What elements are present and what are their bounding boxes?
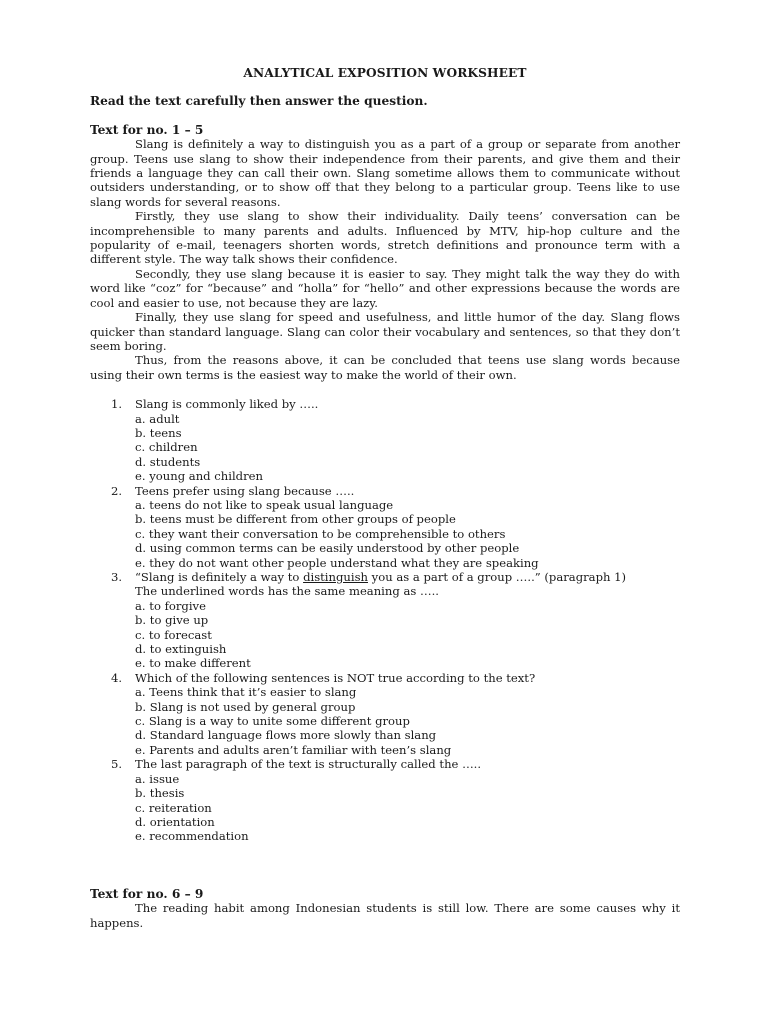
answer-option: e. recommendation [135, 829, 249, 844]
question-2 [90, 484, 680, 570]
paragraph: Secondly, they use slang because it is easier to say. They might talk the way they do with word like “coz” for “because” and “holla” for “hello” and other expressions because the words are cool and easier to use, not because they are lazy. [90, 266, 680, 310]
answer-option: e. to make different [135, 656, 251, 671]
worksheet-title: ANALYTICAL EXPOSITION WORKSHEET [243, 66, 527, 80]
answer-option: b. thesis [135, 786, 185, 801]
question-4 [90, 671, 680, 757]
text-section-2 [90, 887, 680, 930]
answer-option: d. Standard language flows more slowly than slang [135, 728, 437, 743]
answer-option: a. teens do not like to speak usual language [135, 497, 394, 512]
answer-option: b. teens [135, 425, 182, 440]
answer-option: a. to forgive [135, 598, 206, 613]
question-number: 1. [111, 397, 123, 412]
answer-option: c. reiteration [135, 800, 212, 815]
answer-option: c. to forecast [135, 627, 212, 642]
question-stem: Slang is commonly liked by ….. [135, 397, 319, 412]
question-number: 2. [111, 483, 123, 498]
answer-option: b. teens must be different from other groups of people [135, 512, 456, 527]
question-5 [90, 757, 680, 843]
answer-option: c. they want their conversation to be comprehensible to others [135, 526, 506, 541]
question-number: 3. [111, 570, 123, 584]
question-stem [135, 570, 680, 584]
answer-option: a. issue [135, 771, 180, 786]
answer-option: b. Slang is not used by general group [135, 699, 356, 714]
paragraph: Thus, from the reasons above, it can be concluded that teens use slang words because using their own terms is the easiest way to make the world of their own. [90, 353, 680, 382]
text-section-1 [90, 123, 680, 382]
question-number: 5. [111, 757, 123, 772]
answer-option: d. orientation [135, 814, 215, 829]
instruction-text: Read the text carefully then answer the question. [90, 94, 428, 109]
answer-option: d. students [135, 454, 201, 469]
question-number: 4. [111, 670, 123, 685]
question-stem: The last paragraph of the text is structurally called the ….. [135, 757, 482, 772]
answer-option: e. young and children [135, 469, 263, 484]
question-stem: Teens prefer using slang because ….. [135, 483, 355, 498]
underlined-word: distinguish [303, 570, 368, 584]
paragraph: The reading habit among Indonesian students is still low. There are some causes why it happens. [90, 901, 680, 930]
spacer [90, 844, 680, 887]
question-stem-line-2: The underlined words has the same meaning as ….. [135, 584, 439, 599]
answer-option: d. using common terms can be easily understood by other people [135, 541, 520, 556]
answer-option: c. Slang is a way to unite some different group [135, 714, 410, 729]
worksheet-page [90, 66, 680, 930]
stem-after: you as a part of a group …..” (paragraph 1) [368, 570, 627, 584]
section-heading: Text for no. 6 – 9 [90, 886, 204, 901]
answer-option: d. to extinguish [135, 642, 227, 657]
section-heading: Text for no. 1 – 5 [90, 122, 204, 137]
answer-option: a. Teens think that it’s easier to slang [135, 685, 357, 700]
question-1 [90, 397, 680, 483]
question-stem: Which of the following sentences is NOT true according to the text? [135, 670, 536, 685]
stem-before: “Slang is definitely a way to [135, 570, 304, 584]
answer-option: c. children [135, 440, 198, 455]
answer-option: b. to give up [135, 613, 209, 628]
paragraph: Slang is definitely a way to distinguish you as a part of a group or separate from another group. Teens use slang to show their independence from their parents, and give them and their friends a language they can call their own. Slang sometime allows them to communicate without outsiders understanding, or to show off that they belong to a particular group. Teens like to use slang words for several reasons. [90, 137, 680, 209]
question-list [90, 397, 680, 844]
paragraph: Firstly, they use slang to show their individuality. Daily teens’ conversation can be incomprehensible to many parents and adults. Influenced by MTV, hip-hop culture and the popularity of e-mail, teenagers shorten words, stretch definitions and pronounce term with a different style. The way talk shows their confidence. [90, 209, 680, 267]
answer-option: e. they do not want other people understand what they are speaking [135, 555, 539, 570]
answer-option: a. adult [135, 411, 180, 426]
answer-option: e. Parents and adults aren’t familiar with teen’s slang [135, 742, 452, 757]
question-3 [90, 570, 680, 671]
paragraph: Finally, they use slang for speed and usefulness, and little humor of the day. Slang flows quicker than standard language. Slang can color their vocabulary and sentences, so that they don’t seem boring. [90, 310, 680, 353]
